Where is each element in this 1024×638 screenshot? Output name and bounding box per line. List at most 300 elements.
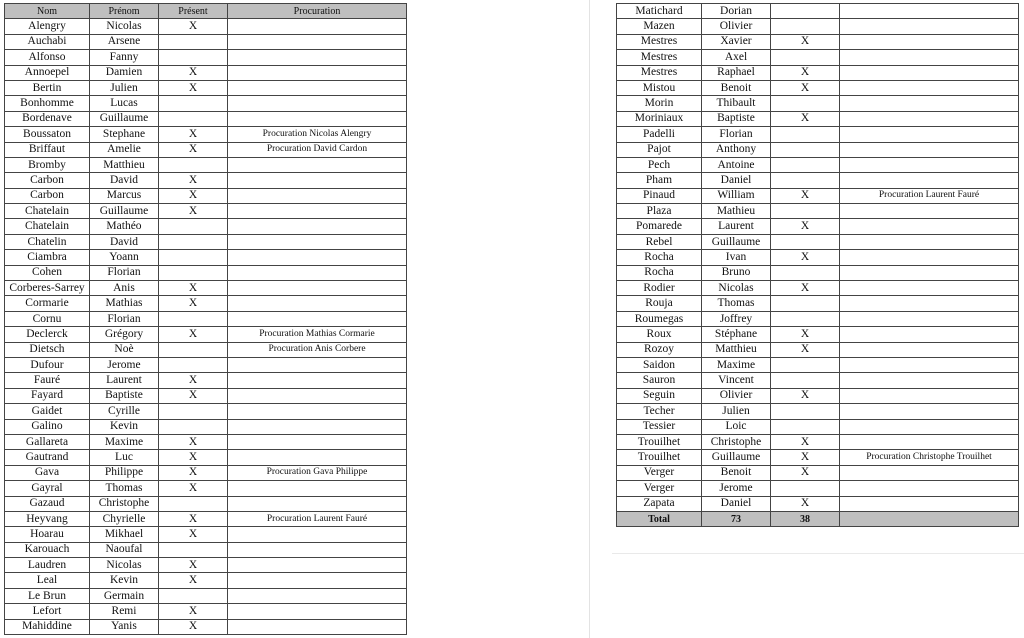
cell-nom: Alengry (5, 19, 90, 34)
cell-prenom: Kevin (90, 419, 159, 434)
cell-present (771, 311, 840, 326)
table-row (5, 327, 407, 342)
cell-procuration (840, 357, 1019, 372)
cell-nom: Hoarau (5, 527, 90, 542)
cell-prenom: Grégory (90, 327, 159, 342)
cell-prenom: Yanis (90, 619, 159, 634)
cell-procuration (840, 327, 1019, 342)
cell-nom: Gaidet (5, 404, 90, 419)
cell-prenom: Guillaume (702, 234, 771, 249)
cell-present (159, 250, 228, 265)
cell-procuration (228, 542, 407, 557)
table-body-left (5, 19, 407, 635)
cell-prenom: Antoine (702, 157, 771, 172)
table-row (617, 311, 1019, 326)
cell-prenom: Matthieu (90, 157, 159, 172)
cell-present: X (159, 327, 228, 342)
table-row (617, 204, 1019, 219)
cell-present (771, 204, 840, 219)
cell-procuration (228, 265, 407, 280)
table-row (5, 250, 407, 265)
cell-present (771, 373, 840, 388)
cell-present: X (771, 434, 840, 449)
cell-present: X (771, 281, 840, 296)
cell-nom: Rouja (617, 296, 702, 311)
table-row (617, 4, 1019, 19)
table-row (5, 511, 407, 526)
table-row (617, 111, 1019, 126)
cell-nom: Pajot (617, 142, 702, 157)
cell-procuration (228, 619, 407, 634)
cell-prenom: Laurent (702, 219, 771, 234)
cell-nom: Mahiddine (5, 619, 90, 634)
page-divider (589, 0, 590, 638)
table-row (5, 542, 407, 557)
cell-prenom: Julien (90, 80, 159, 95)
cell-procuration (228, 357, 407, 372)
cell-prenom: Benoit (702, 80, 771, 95)
table-row (5, 619, 407, 634)
table-body-right (617, 4, 1019, 512)
cell-procuration (228, 588, 407, 603)
table-row (617, 142, 1019, 157)
cell-present (159, 34, 228, 49)
cell-procuration: Procuration Christophe Trouilhet (840, 450, 1019, 465)
cell-prenom: Florian (90, 265, 159, 280)
table-row (617, 496, 1019, 511)
cell-present: X (159, 65, 228, 80)
cell-prenom: Benoit (702, 465, 771, 480)
table-row (5, 188, 407, 203)
cell-nom: Gautrand (5, 450, 90, 465)
cell-present: X (159, 281, 228, 296)
table-row (617, 96, 1019, 111)
cell-prenom: Mikhael (90, 527, 159, 542)
cell-nom: Gayral (5, 481, 90, 496)
cell-nom: Gava (5, 465, 90, 480)
cell-procuration (840, 50, 1019, 65)
cell-prenom: Nicolas (702, 281, 771, 296)
cell-present (159, 111, 228, 126)
cell-nom: Heyvang (5, 511, 90, 526)
table-row (5, 65, 407, 80)
table-row (5, 311, 407, 326)
cell-procuration: Procuration Gava Philippe (228, 465, 407, 480)
cell-prenom: Damien (90, 65, 159, 80)
total-label: Total (617, 511, 702, 526)
cell-prenom: Mathias (90, 296, 159, 311)
cell-present (771, 127, 840, 142)
cell-prenom: Mathéo (90, 219, 159, 234)
cell-procuration (840, 342, 1019, 357)
cell-prenom: Noè (90, 342, 159, 357)
table-row (617, 34, 1019, 49)
cell-procuration (228, 419, 407, 434)
table-row (5, 558, 407, 573)
cell-present (771, 357, 840, 372)
cell-procuration (840, 219, 1019, 234)
cell-nom: Bonhomme (5, 96, 90, 111)
cell-prenom: Matthieu (702, 342, 771, 357)
table-row (5, 373, 407, 388)
cell-nom: Moriniaux (617, 111, 702, 126)
cell-nom: Pham (617, 173, 702, 188)
cell-procuration (840, 4, 1019, 19)
cell-present (771, 265, 840, 280)
cell-prenom: Christophe (90, 496, 159, 511)
cell-present (159, 96, 228, 111)
table-row (617, 250, 1019, 265)
cell-procuration (228, 450, 407, 465)
table-row (5, 142, 407, 157)
cell-prenom: Philippe (90, 465, 159, 480)
cell-prenom: Florian (702, 127, 771, 142)
cell-procuration (228, 311, 407, 326)
cell-prenom: Maxime (90, 434, 159, 449)
cell-present (771, 50, 840, 65)
cell-nom: Chatelin (5, 234, 90, 249)
cell-prenom: Stéphane (702, 327, 771, 342)
cell-present (159, 588, 228, 603)
cell-prenom: Daniel (702, 496, 771, 511)
cell-nom: Cornu (5, 311, 90, 326)
cell-procuration: Procuration Laurent Fauré (840, 188, 1019, 203)
cell-nom: Chatelain (5, 219, 90, 234)
cell-present: X (771, 450, 840, 465)
cell-present (771, 296, 840, 311)
cell-present: X (159, 465, 228, 480)
cell-procuration (228, 157, 407, 172)
cell-procuration (840, 496, 1019, 511)
cell-present: X (159, 573, 228, 588)
cell-nom: Gazaud (5, 496, 90, 511)
cell-nom: Corberes-Sarrey (5, 281, 90, 296)
cell-present (771, 19, 840, 34)
cell-present (771, 173, 840, 188)
cell-procuration (840, 34, 1019, 49)
attendance-table-left (4, 3, 407, 635)
cell-prenom: Stephane (90, 127, 159, 142)
cell-prenom: Thomas (702, 296, 771, 311)
cell-prenom: Nicolas (90, 19, 159, 34)
page-bottom-edge (612, 553, 1024, 554)
cell-prenom: Cyrille (90, 404, 159, 419)
cell-nom: Rodier (617, 281, 702, 296)
table-row (5, 496, 407, 511)
cell-nom: Annoepel (5, 65, 90, 80)
cell-procuration (228, 173, 407, 188)
cell-present: X (159, 19, 228, 34)
cell-nom: Rozoy (617, 342, 702, 357)
cell-present: X (159, 388, 228, 403)
cell-procuration (228, 527, 407, 542)
cell-nom: Cormarie (5, 296, 90, 311)
table-row (5, 281, 407, 296)
table-row (617, 373, 1019, 388)
cell-prenom: Xavier (702, 34, 771, 49)
cell-procuration (840, 142, 1019, 157)
cell-prenom: Jerome (90, 357, 159, 372)
cell-procuration: Procuration Laurent Fauré (228, 511, 407, 526)
table-row (5, 34, 407, 49)
total-present: 38 (771, 511, 840, 526)
cell-prenom: Axel (702, 50, 771, 65)
cell-present (159, 542, 228, 557)
cell-present: X (159, 142, 228, 157)
cell-procuration (840, 311, 1019, 326)
table-row (5, 111, 407, 126)
cell-procuration (840, 296, 1019, 311)
cell-procuration (228, 204, 407, 219)
cell-present (159, 234, 228, 249)
cell-present (159, 311, 228, 326)
table-row (617, 265, 1019, 280)
cell-nom: Fauré (5, 373, 90, 388)
cell-nom: Plaza (617, 204, 702, 219)
cell-nom: Seguin (617, 388, 702, 403)
cell-prenom: Fanny (90, 50, 159, 65)
table-row (5, 588, 407, 603)
table-row (617, 481, 1019, 496)
cell-procuration (228, 604, 407, 619)
cell-nom: Dufour (5, 357, 90, 372)
cell-nom: Rocha (617, 265, 702, 280)
cell-procuration (840, 265, 1019, 280)
cell-prenom: Jerome (702, 481, 771, 496)
table-row (5, 357, 407, 372)
cell-present (771, 481, 840, 496)
cell-procuration (228, 388, 407, 403)
cell-procuration (228, 434, 407, 449)
cell-procuration: Procuration David Cardon (228, 142, 407, 157)
table-row (617, 388, 1019, 403)
cell-procuration (840, 204, 1019, 219)
table-row (617, 419, 1019, 434)
cell-nom: Padelli (617, 127, 702, 142)
cell-nom: Sauron (617, 373, 702, 388)
table-row (5, 404, 407, 419)
cell-present (159, 219, 228, 234)
total-procuration (840, 511, 1019, 526)
table-row (5, 96, 407, 111)
cell-present: X (159, 527, 228, 542)
table-row (5, 342, 407, 357)
cell-present: X (771, 34, 840, 49)
cell-prenom: Vincent (702, 373, 771, 388)
cell-present: X (159, 604, 228, 619)
table-row (617, 219, 1019, 234)
table-row (617, 65, 1019, 80)
cell-present (771, 234, 840, 249)
cell-nom: Verger (617, 465, 702, 480)
table-row (617, 434, 1019, 449)
cell-procuration (228, 80, 407, 95)
table-row (5, 481, 407, 496)
cell-nom: Laudren (5, 558, 90, 573)
cell-procuration (228, 296, 407, 311)
cell-prenom: Thomas (90, 481, 159, 496)
cell-nom: Rebel (617, 234, 702, 249)
attendance-table-right (616, 3, 1019, 527)
cell-procuration: Procuration Nicolas Alengry (228, 127, 407, 142)
cell-procuration (840, 250, 1019, 265)
cell-present (771, 142, 840, 157)
cell-present: X (771, 219, 840, 234)
cell-procuration (840, 157, 1019, 172)
cell-present (159, 342, 228, 357)
cell-nom: Briffaut (5, 142, 90, 157)
cell-prenom: Remi (90, 604, 159, 619)
cell-prenom: Baptiste (90, 388, 159, 403)
cell-present (159, 50, 228, 65)
cell-nom: Alfonso (5, 50, 90, 65)
cell-prenom: William (702, 188, 771, 203)
cell-present (159, 157, 228, 172)
table-row (5, 265, 407, 280)
cell-procuration (228, 19, 407, 34)
table-row (5, 19, 407, 34)
cell-procuration (840, 19, 1019, 34)
cell-nom: Zapata (617, 496, 702, 511)
cell-nom: Mestres (617, 50, 702, 65)
cell-procuration (840, 127, 1019, 142)
cell-present: X (159, 481, 228, 496)
cell-prenom: Marcus (90, 188, 159, 203)
cell-procuration: Procuration Mathias Cormarie (228, 327, 407, 342)
table-row (5, 234, 407, 249)
cell-nom: Mazen (617, 19, 702, 34)
table-row (617, 327, 1019, 342)
table-row (5, 50, 407, 65)
cell-prenom: Laurent (90, 373, 159, 388)
cell-procuration (840, 373, 1019, 388)
cell-present (771, 157, 840, 172)
cell-procuration: Procuration Anis Corbere (228, 342, 407, 357)
cell-procuration (228, 111, 407, 126)
cell-procuration (840, 65, 1019, 80)
cell-nom: Pomarede (617, 219, 702, 234)
cell-present: X (159, 434, 228, 449)
table-row (617, 234, 1019, 249)
header-present: Présent (159, 4, 228, 19)
table-row (5, 173, 407, 188)
cell-present: X (159, 296, 228, 311)
cell-nom: Saidon (617, 357, 702, 372)
cell-prenom: Guillaume (702, 450, 771, 465)
cell-nom: Bromby (5, 157, 90, 172)
cell-prenom: Chyrielle (90, 511, 159, 526)
cell-procuration (840, 173, 1019, 188)
cell-prenom: Anis (90, 281, 159, 296)
header-nom: Nom (5, 4, 90, 19)
cell-prenom: Thibault (702, 96, 771, 111)
table-row (617, 357, 1019, 372)
table-row (617, 281, 1019, 296)
cell-present (159, 404, 228, 419)
cell-present: X (771, 250, 840, 265)
cell-prenom: Naoufal (90, 542, 159, 557)
table-row (617, 80, 1019, 95)
cell-present: X (159, 173, 228, 188)
cell-present: X (771, 388, 840, 403)
cell-prenom: Nicolas (90, 558, 159, 573)
cell-nom: Bertin (5, 80, 90, 95)
table-row (5, 219, 407, 234)
cell-present: X (771, 188, 840, 203)
cell-prenom: Raphael (702, 65, 771, 80)
table-row (5, 604, 407, 619)
table-row (5, 204, 407, 219)
cell-procuration (228, 373, 407, 388)
cell-present: X (159, 80, 228, 95)
table-row (617, 188, 1019, 203)
cell-procuration (228, 496, 407, 511)
cell-present: X (771, 111, 840, 126)
cell-nom: Roumegas (617, 311, 702, 326)
cell-present: X (159, 188, 228, 203)
table-row (5, 127, 407, 142)
table-row (617, 127, 1019, 142)
header-procuration: Procuration (228, 4, 407, 19)
cell-nom: Bordenave (5, 111, 90, 126)
cell-nom: Karouach (5, 542, 90, 557)
cell-nom: Verger (617, 481, 702, 496)
cell-procuration (840, 404, 1019, 419)
cell-nom: Carbon (5, 173, 90, 188)
cell-nom: Trouilhet (617, 434, 702, 449)
cell-procuration (228, 50, 407, 65)
table-row (617, 465, 1019, 480)
cell-nom: Mestres (617, 65, 702, 80)
cell-nom: Le Brun (5, 588, 90, 603)
cell-prenom: Loic (702, 419, 771, 434)
cell-present (771, 4, 840, 19)
total-row (617, 511, 1019, 526)
cell-prenom: Guillaume (90, 204, 159, 219)
header-row (5, 4, 407, 19)
cell-nom: Pinaud (617, 188, 702, 203)
cell-present: X (159, 511, 228, 526)
cell-nom: Lefort (5, 604, 90, 619)
cell-present (159, 265, 228, 280)
cell-procuration (840, 80, 1019, 95)
cell-prenom: Arsene (90, 34, 159, 49)
cell-nom: Rocha (617, 250, 702, 265)
cell-present: X (159, 127, 228, 142)
cell-procuration (228, 404, 407, 419)
cell-present: X (771, 65, 840, 80)
cell-prenom: Daniel (702, 173, 771, 188)
cell-nom: Boussaton (5, 127, 90, 142)
cell-procuration (228, 281, 407, 296)
cell-prenom: Lucas (90, 96, 159, 111)
cell-procuration (228, 573, 407, 588)
cell-nom: Fayard (5, 388, 90, 403)
cell-present: X (159, 558, 228, 573)
table-row (617, 342, 1019, 357)
cell-nom: Trouilhet (617, 450, 702, 465)
table-row (5, 527, 407, 542)
cell-nom: Carbon (5, 188, 90, 203)
cell-procuration (228, 34, 407, 49)
table-row (617, 50, 1019, 65)
cell-nom: Roux (617, 327, 702, 342)
cell-prenom: Mathieu (702, 204, 771, 219)
cell-nom: Ciambra (5, 250, 90, 265)
cell-prenom: Olivier (702, 19, 771, 34)
header-prenom: Prénom (90, 4, 159, 19)
cell-procuration (228, 96, 407, 111)
